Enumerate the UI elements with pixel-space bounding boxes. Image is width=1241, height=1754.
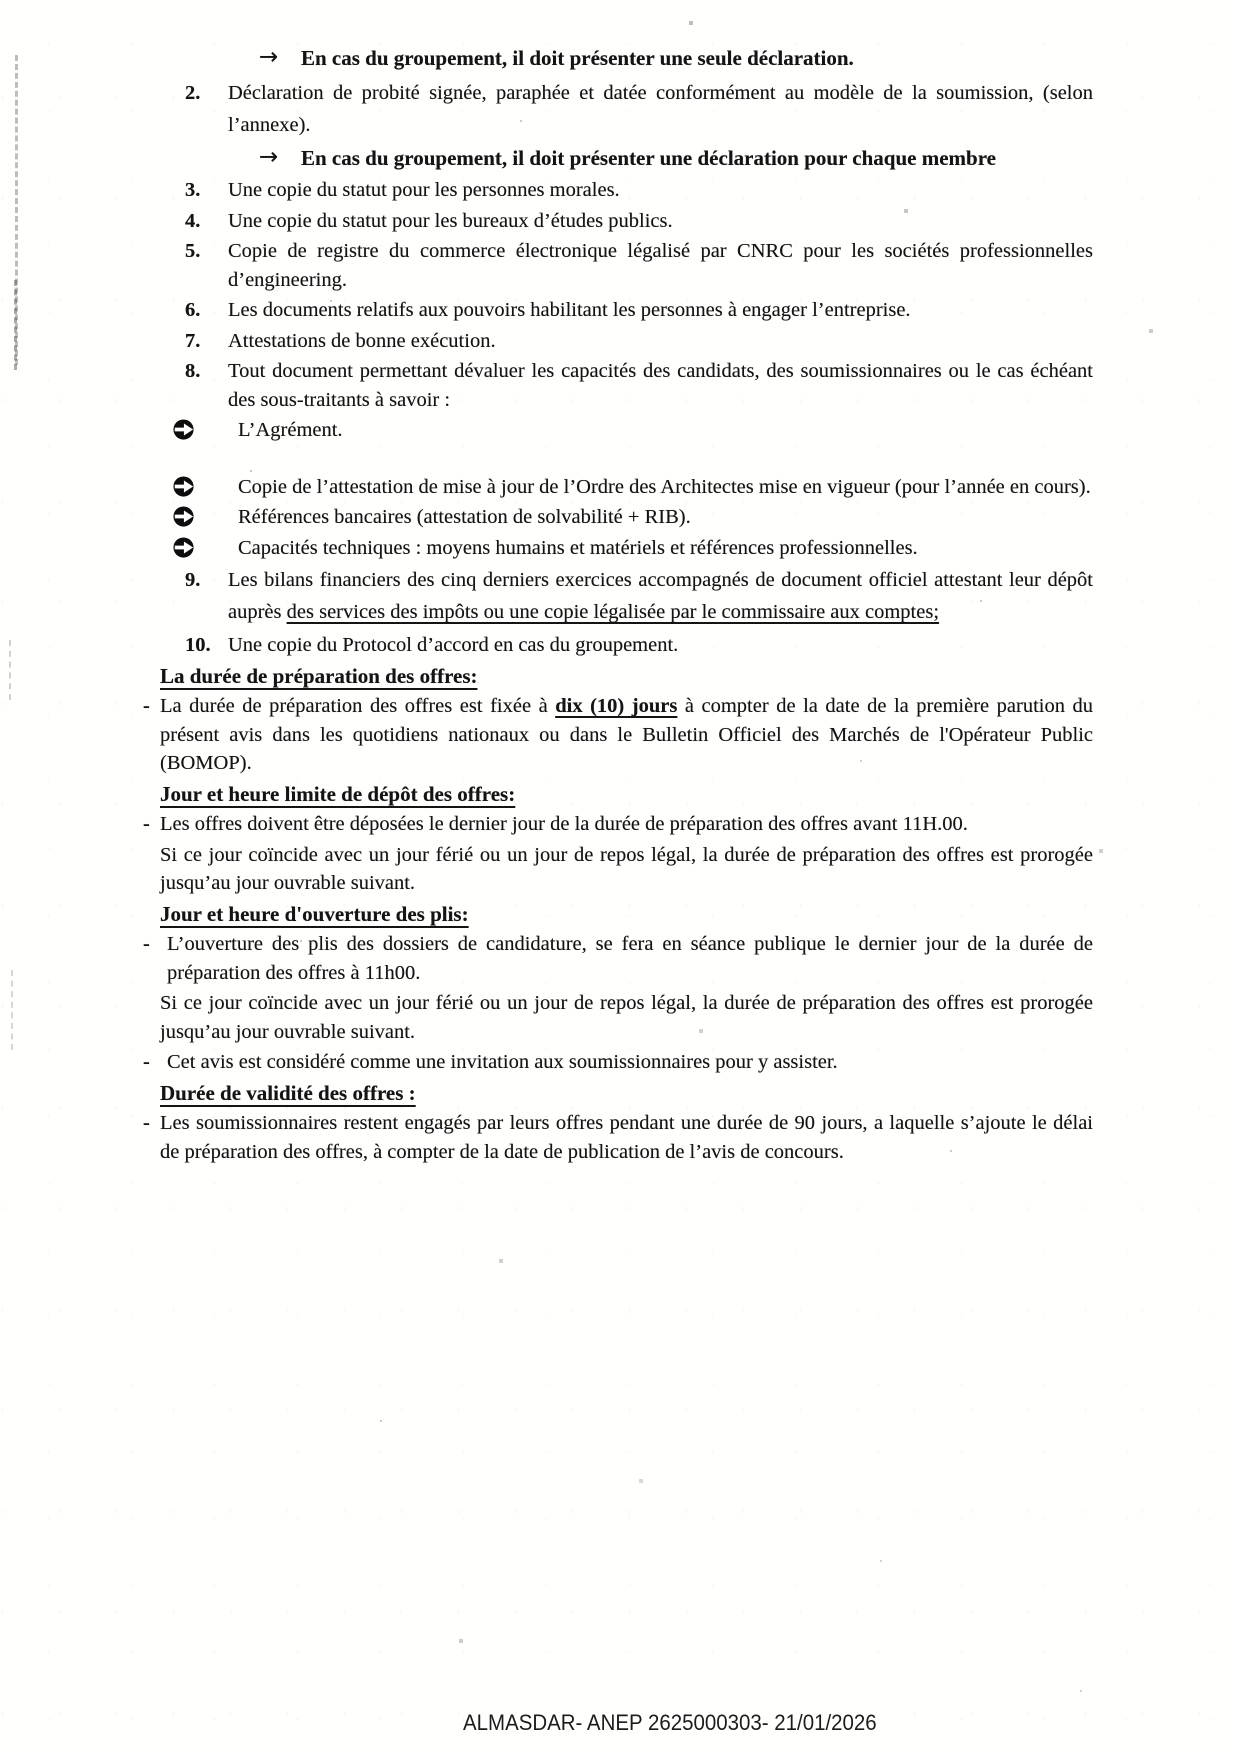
list-item-6 — [143, 296, 1093, 325]
bullet-item-agrement — [143, 416, 1093, 445]
item-text: Déclaration de probité signée, paraphée et datée conformément au modèle de la soumission, (selon l’annexe). — [228, 81, 1093, 136]
list-item-5 — [143, 237, 1093, 294]
para-text: à compter de la date de la première parution du présent avis dans les quotidiens nationaux ou dans le Bulletin Officiel des Marchés de l'Opérateur Public (BOMOP). — [160, 695, 1093, 774]
document-body — [143, 42, 1093, 1168]
bullet-item-references-bancaires — [143, 503, 1093, 532]
anep-footer: ALMASDAR- ANEP 2625000303- 21/01/2026 — [463, 1710, 877, 1735]
list-item-8 — [143, 357, 1093, 414]
para-jour-ferie-1 — [160, 841, 1093, 898]
para-text: La durée de préparation des offres est fixée à — [160, 695, 556, 717]
item-number: 6. — [185, 299, 201, 321]
scan-edge-artifact — [9, 640, 11, 700]
para-ouverture-plis — [143, 930, 1093, 987]
para-text: Les soumissionnaires restent engagés par leurs offres pendant une durée de 90 jours, a laquelle s’ajoute le délai de préparation des offres, à compter de la date de publication de l’avis de concours. — [160, 1112, 1093, 1163]
bullet-text: Références bancaires (attestation de solvabilité + RIB). — [238, 506, 691, 528]
item-number: 4. — [185, 209, 201, 232]
para-jour-ferie-2 — [160, 989, 1093, 1046]
note-text: En cas du groupement, il doit présenter une seule déclaration. — [301, 46, 854, 70]
heading-duree-preparation-offres: La durée de préparation des offres: — [160, 663, 478, 688]
scan-edge-artifact — [11, 970, 13, 1050]
dash-marker: - — [143, 813, 150, 835]
para-text: Si ce jour coïncide avec un jour férié ou un jour de repos légal, la durée de préparation des offres est prorogée jusqu’au jour ouvrable suivant. — [160, 992, 1093, 1043]
bullet-text: Copie de l’attestation de mise à jour de l’Ordre des Architectes mise en vigueur (pour l’année en cours). — [238, 475, 1091, 498]
bullet-text: L’Agrément. — [238, 419, 343, 441]
note-text: En cas du groupement, il doit présenter une déclaration pour chaque membre — [301, 145, 996, 170]
item-number: 8. — [185, 360, 201, 382]
note-groupement-declaration — [143, 44, 1093, 73]
dash-marker: - — [143, 933, 150, 955]
para-depot-offres — [143, 810, 1093, 839]
scan-noise-speckles — [0, 0, 2, 2]
circled-right-arrow-icon — [173, 537, 194, 558]
right-arrow-icon: → — [259, 143, 279, 170]
item-text: Copie de registre du commerce électronique légalisé par CNRC pour les sociétés professionnelles d’engineering. — [228, 240, 1093, 291]
item-text: Attestations de bonne exécution. — [228, 329, 496, 352]
right-arrow-icon: → — [259, 44, 279, 70]
para-invitation-soumissionnaires — [143, 1048, 1093, 1077]
item-number: 5. — [185, 240, 201, 262]
para-text: Les offres doivent être déposées le dernier jour de la durée de préparation des offres avant 11H.00. — [160, 813, 968, 835]
para-text: Si ce jour coïncide avec un jour férié ou un jour de repos légal, la durée de préparation des offres est prorogée jusqu’au jour ouvrable suivant. — [160, 843, 1093, 894]
para-text: L’ouverture des plis des dossiers de candidature, se fera en séance publique le dernier jour de la durée de préparation des offres à 11h00. — [167, 933, 1093, 984]
circled-right-arrow-icon — [173, 419, 194, 440]
dash-marker: - — [143, 695, 150, 717]
item-text: Une copie du Protocol d’accord en cas du groupement. — [228, 634, 679, 656]
list-item-4 — [143, 207, 1093, 236]
item-text: Une copie du statut pour les bureaux d’études publics. — [228, 209, 673, 232]
item-text: Une copie du statut pour les personnes morales. — [228, 179, 620, 201]
list-item-9 — [143, 564, 1093, 628]
bullet-item-attestation-ordre — [143, 473, 1093, 502]
item-text: Les bilans financiers des cinq derniers exercices accompagnés de document officiel attestant leur dépôt auprès — [228, 569, 1093, 623]
item-number: 7. — [185, 329, 201, 352]
item-number: 3. — [185, 179, 201, 201]
dash-marker: - — [143, 1112, 150, 1134]
list-item-2 — [143, 77, 1093, 141]
bullet-text: Capacités techniques : moyens humains et matériels et références professionnelles. — [238, 536, 918, 559]
para-validite-offres — [143, 1109, 1093, 1166]
circled-right-arrow-icon — [173, 476, 194, 497]
item-text: Tout document permettant dévaluer les capacités des candidats, des soumissionnaires ou le cas échéant des sous-traitants à savoir : — [228, 360, 1093, 411]
scan-edge-artifact — [14, 280, 17, 370]
item-text: Les documents relatifs aux pouvoirs habilitant les personnes à engager l’entreprise. — [228, 299, 911, 321]
item-number: 9. — [185, 569, 201, 591]
bullet-item-capacites-techniques — [143, 534, 1093, 563]
list-item-3 — [143, 176, 1093, 205]
para-text: Cet avis est considéré comme une invitation aux soumissionnaires pour y assister. — [167, 1051, 838, 1073]
list-item-10 — [143, 631, 1093, 660]
note-groupement-declaration-chaque-membre — [143, 144, 1093, 173]
list-item-7 — [143, 327, 1093, 356]
dash-marker: - — [143, 1051, 150, 1073]
heading-jour-heure-limite-depot: Jour et heure limite de dépôt des offres: — [160, 781, 516, 806]
item-text-underlined: des services des impôts ou une copie légalisée par le commissaire aux comptes; — [286, 601, 940, 623]
para-duree-preparation — [143, 692, 1093, 778]
item-number: 10. — [185, 634, 211, 656]
heading-jour-heure-ouverture-plis: Jour et heure d'ouverture des plis: — [160, 901, 469, 926]
circled-right-arrow-icon — [173, 506, 194, 527]
item-number: 2. — [185, 81, 201, 104]
para-text-bold-underlined: dix (10) jours — [555, 695, 678, 717]
heading-duree-validite-offres: Durée de validité des offres : — [160, 1080, 416, 1105]
